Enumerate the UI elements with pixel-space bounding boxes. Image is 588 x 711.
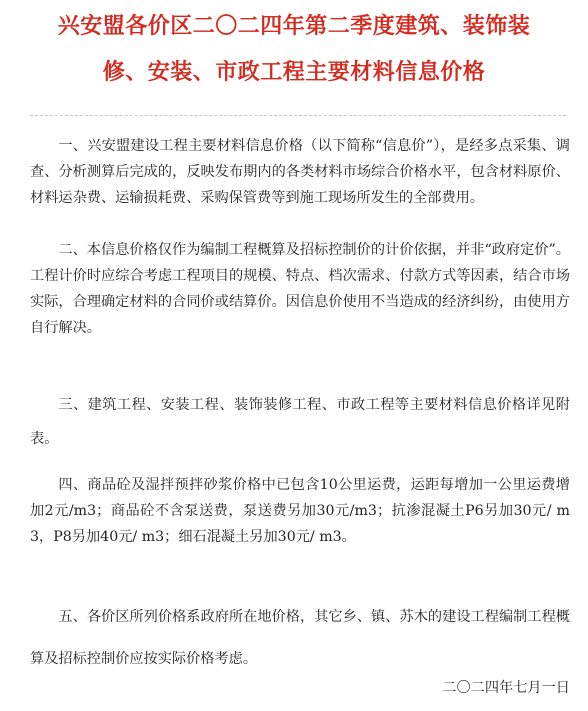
paragraph-5-regional-prices: 五、各价区所列价格系政府所在地价格，其它乡、镇、苏木的建设工程编制工程概算及招标控制价应按实际价格考虑。 bbox=[30, 609, 570, 667]
paragraph-2-usage-disclaimer: 二、本信息价格仅作为编制工程概算及招标控制价的计价依据，并非“政府定价”。工程计价时应综合考虑工程项目的规模、特点、档次需求、付款方式等因素，结合市场实际，合理确定材料的合同价或结算价。因信息价使用不当造成的经济纠纷，由使用方自行解决。 bbox=[30, 242, 570, 336]
paragraph-3-scope: 三、建筑工程、安装工程、装饰装修工程、市政工程等主要材料信息价格详见附表。 bbox=[30, 397, 570, 447]
paragraph-1-price-definition: 一、兴安盟建设工程主要材料信息价格（以下简称“信息价”），是经多点采集、调查、分析测算后完成的，反映发布期内的各类材料市场综合价格水平，包含材料原价、材料运杂费、运输损耗费、采购保管费等到施工现场所发生的全部费用。 bbox=[30, 138, 570, 206]
paragraph-4-concrete-pricing: 四、商品砼及湿拌预拌砂浆价格中已包含10公里运费，运距每增加一公里运费增加2元/m3；商品砼不含泵送费，泵送费另加30元/m3；抗渗混凝土P6另加30元/ m3，P8另加40元/ m3；细石混凝土另加30元/ m3。 bbox=[30, 477, 570, 545]
document-title-line-2: 修、安装、市政工程主要材料信息价格 bbox=[102, 60, 486, 85]
title-divider bbox=[30, 115, 566, 116]
document-title-line-1: 兴安盟各价区二〇二四年第二季度建筑、装饰装 bbox=[57, 14, 531, 39]
document-date: 二〇二四年七月一日 bbox=[442, 680, 570, 696]
